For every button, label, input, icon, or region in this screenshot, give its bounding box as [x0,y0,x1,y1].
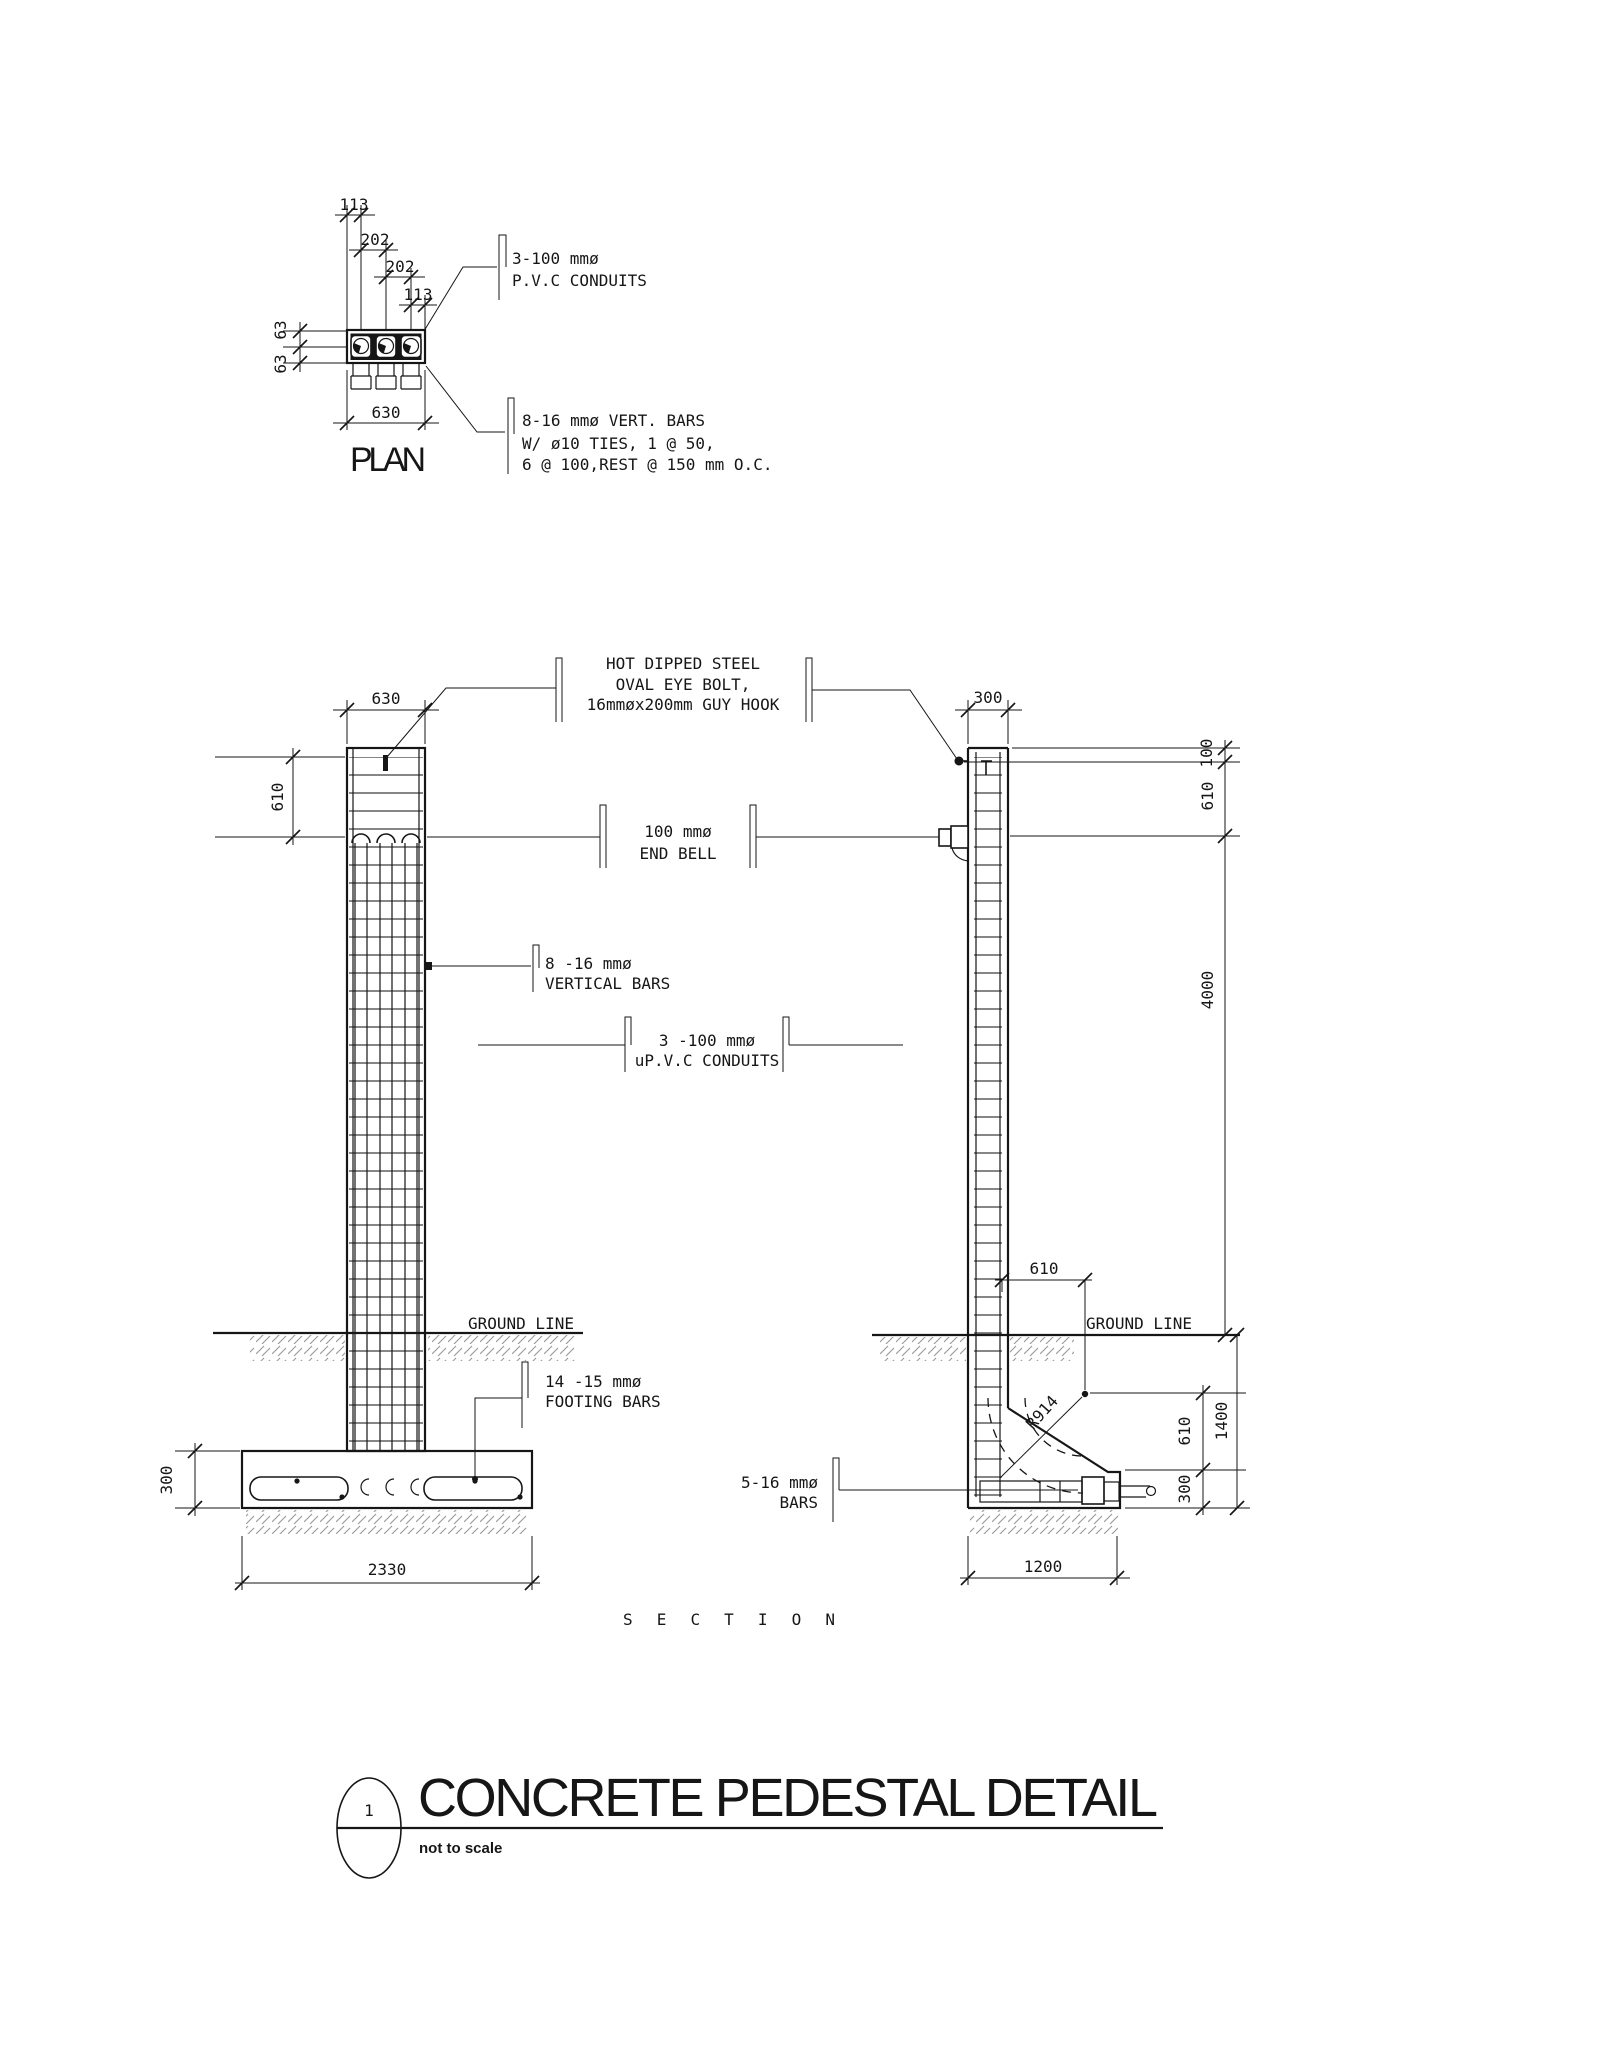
detail-number: 1 [364,1801,374,1820]
plan-conduit-cells [351,336,421,358]
vertical-bars-leader [424,945,539,992]
guy-hook-label-1: HOT DIPPED STEEL [605,654,761,673]
right-dim-100-text: 100 [1197,738,1216,768]
left-dim-2330-text: 2330 [367,1560,407,1579]
radius-center-point [1082,1391,1088,1397]
upvc-label-2: uP.V.C CONDUITS [634,1051,780,1070]
plan-vert-bars-label-1: 8-16 mmø VERT. BARS [522,411,706,430]
upvc-label-1: 3 -100 mmø [658,1031,756,1050]
section-right [741,688,1250,1585]
plan-conduit-stubs [351,363,421,389]
plan-dim-113-left: 113 [339,195,369,214]
radius-text: R914 [1021,1391,1062,1433]
left-footing [242,1451,532,1534]
vertical-bars-label-1: 8 -16 mmø [545,954,632,973]
footing-bars-label-1: 14 -15 mmø [545,1372,642,1391]
right-dim-610-embed [995,1273,1092,1390]
right-dim-4000-text: 4000 [1198,970,1217,1010]
right-pedestal-column [939,748,1008,1508]
plan-conduit-label-2: P.V.C CONDUITS [512,271,647,290]
ground-line-right [872,1335,1240,1361]
footing-bars-label-2: FOOTING BARS [545,1392,661,1411]
ground-line-right-text: GROUND LINE [1086,1314,1192,1333]
plan-vert-bars-leader [426,366,514,474]
bars-label-1: 5-16 mmø [740,1473,818,1492]
scale-note: not to scale [419,1840,503,1857]
vertical-bars-label-2: VERTICAL BARS [545,974,671,993]
plan-dim-113-right: 113 [403,285,433,304]
right-dim-300-below-text: 300 [1175,1474,1194,1504]
plan-vert-bars-label-3: 6 @ 100,REST @ 150 mm O.C. [522,455,773,474]
eye-bolt-symbol [955,757,970,766]
section-left [157,654,957,1590]
guy-hook-anchor [383,755,388,771]
right-dim-1400-text: 1400 [1212,1401,1231,1441]
plan-title: PLAN [350,441,426,479]
end-bell-label-2: END BELL [639,844,717,863]
plan-dim-630: 630 [371,403,401,422]
right-dim-610-below-text: 610 [1175,1416,1194,1446]
right-end-bell-fitting [939,826,968,861]
left-dim-630-text: 630 [371,689,401,708]
right-dim-610-top-text: 610 [1198,781,1217,811]
plan-dim-63-a: 63 [271,320,290,340]
end-bell-label-1: 100 mmø [644,822,712,841]
plan-vert-bars-label-2: W/ ø10 TIES, 1 @ 50, [522,434,715,453]
section-caption: S E C T I O N [623,1610,835,1629]
right-dim-chain [964,740,1240,1342]
plan-dim-202-b: 202 [385,257,415,276]
guy-hook-label-3: 16mmøx200mm GUY HOOK [586,695,780,714]
plan-conduit-leader [424,235,506,331]
footing-bars-leader [472,1362,528,1482]
sheet-title: CONCRETE PEDESTAL DETAIL [418,1768,1158,1828]
left-dim-300-text: 300 [157,1465,176,1495]
right-below-dims [960,1328,1250,1585]
left-pedestal-column [347,748,425,1451]
right-dim-300-top-text: 300 [973,688,1003,707]
title-block [337,1768,1163,1878]
plan-view [271,195,772,479]
plan-dim-202-a: 202 [360,230,390,249]
plan-dim-63-b: 63 [271,354,290,374]
bars-label-2: BARS [779,1493,818,1512]
plan-pedestal-block [347,330,425,389]
plan-conduit-label-1: 3-100 mmø [512,249,599,268]
right-dim-610-embed-text: 610 [1029,1259,1059,1278]
ground-line-left-text: GROUND LINE [468,1314,574,1333]
right-dim-1200-text: 1200 [1023,1557,1063,1576]
guy-hook-label-2: OVAL EYE BOLT, [615,675,751,694]
left-dim-610-text: 610 [268,782,287,812]
